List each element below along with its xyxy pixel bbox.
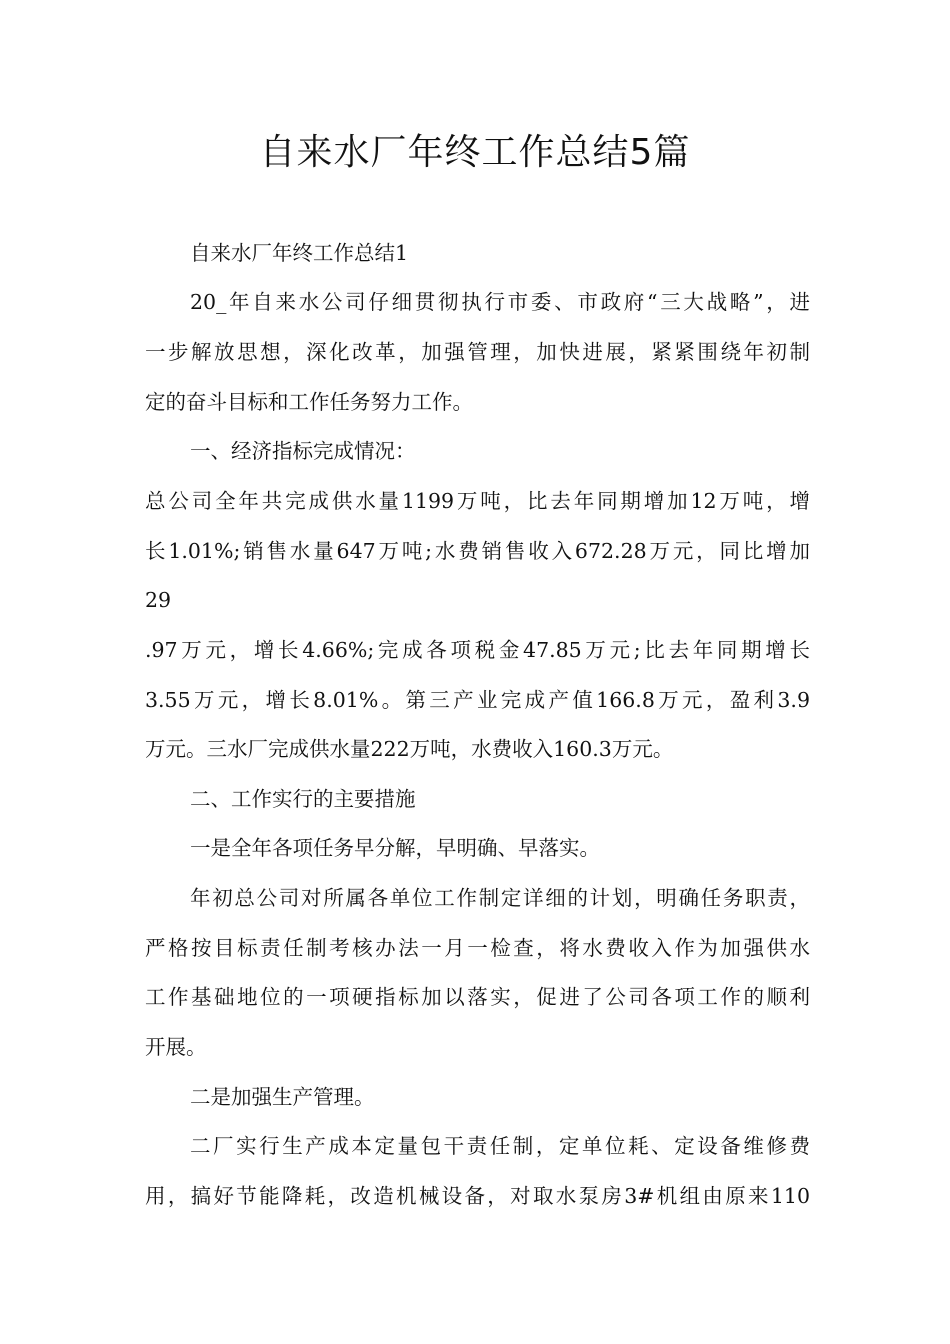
paragraph-line: 二厂实行生产成本定量包干责任制，定单位耗、定设备维修费	[190, 1134, 810, 1158]
paragraph-line: 定的奋斗目标和工作任务努力工作。	[145, 390, 473, 414]
section-heading: 二、工作实行的主要措施	[190, 787, 416, 811]
paragraph-line: 3.55万元，增长8.01%。第三产业完成产值166.8万元，盈利3.9	[145, 688, 810, 712]
paragraph-line: 严格按目标责任制考核办法一月一检查，将水费收入作为加强供水	[145, 936, 810, 960]
paragraph-line: 长1.01%;销售水量647万吨;水费销售收入672.28万元，同比增加	[145, 539, 810, 563]
paragraph-line: 29	[145, 588, 172, 612]
paragraph-line: 开展。	[145, 1035, 207, 1059]
paragraph-line: 万元。三水厂完成供水量222万吨，水费收入160.3万元。	[145, 737, 674, 761]
subsection-heading: 一是全年各项任务早分解，早明确、早落实。	[190, 836, 600, 860]
subsection-heading: 二是加强生产管理。	[190, 1085, 375, 1109]
paragraph-line: 一步解放思想，深化改革，加强管理，加快进展，紧紧围绕年初制	[145, 340, 810, 364]
paragraph-line: 总公司全年共完成供水量1199万吨，比去年同期增加12万吨，增	[145, 489, 810, 513]
paragraph-line: .97万元，增长4.66%;完成各项税金47.85万元;比去年同期增长	[145, 638, 810, 662]
paragraph-line: 用，搞好节能降耗，改造机械设备，对取水泵房3#机组由原来110	[145, 1184, 810, 1208]
paragraph-line: 工作基础地位的一项硬指标加以落实，促进了公司各项工作的顺利	[145, 985, 810, 1009]
paragraph-line: 20_年自来水公司仔细贯彻执行市委、市政府“三大战略”，进	[190, 290, 810, 314]
section-heading: 一、经济指标完成情况：	[190, 439, 416, 463]
document-title: 自来水厂年终工作总结5篇	[259, 132, 691, 173]
section-heading: 自来水厂年终工作总结1	[190, 241, 409, 265]
paragraph-line: 年初总公司对所属各单位工作制定详细的计划，明确任务职责，	[190, 886, 810, 910]
